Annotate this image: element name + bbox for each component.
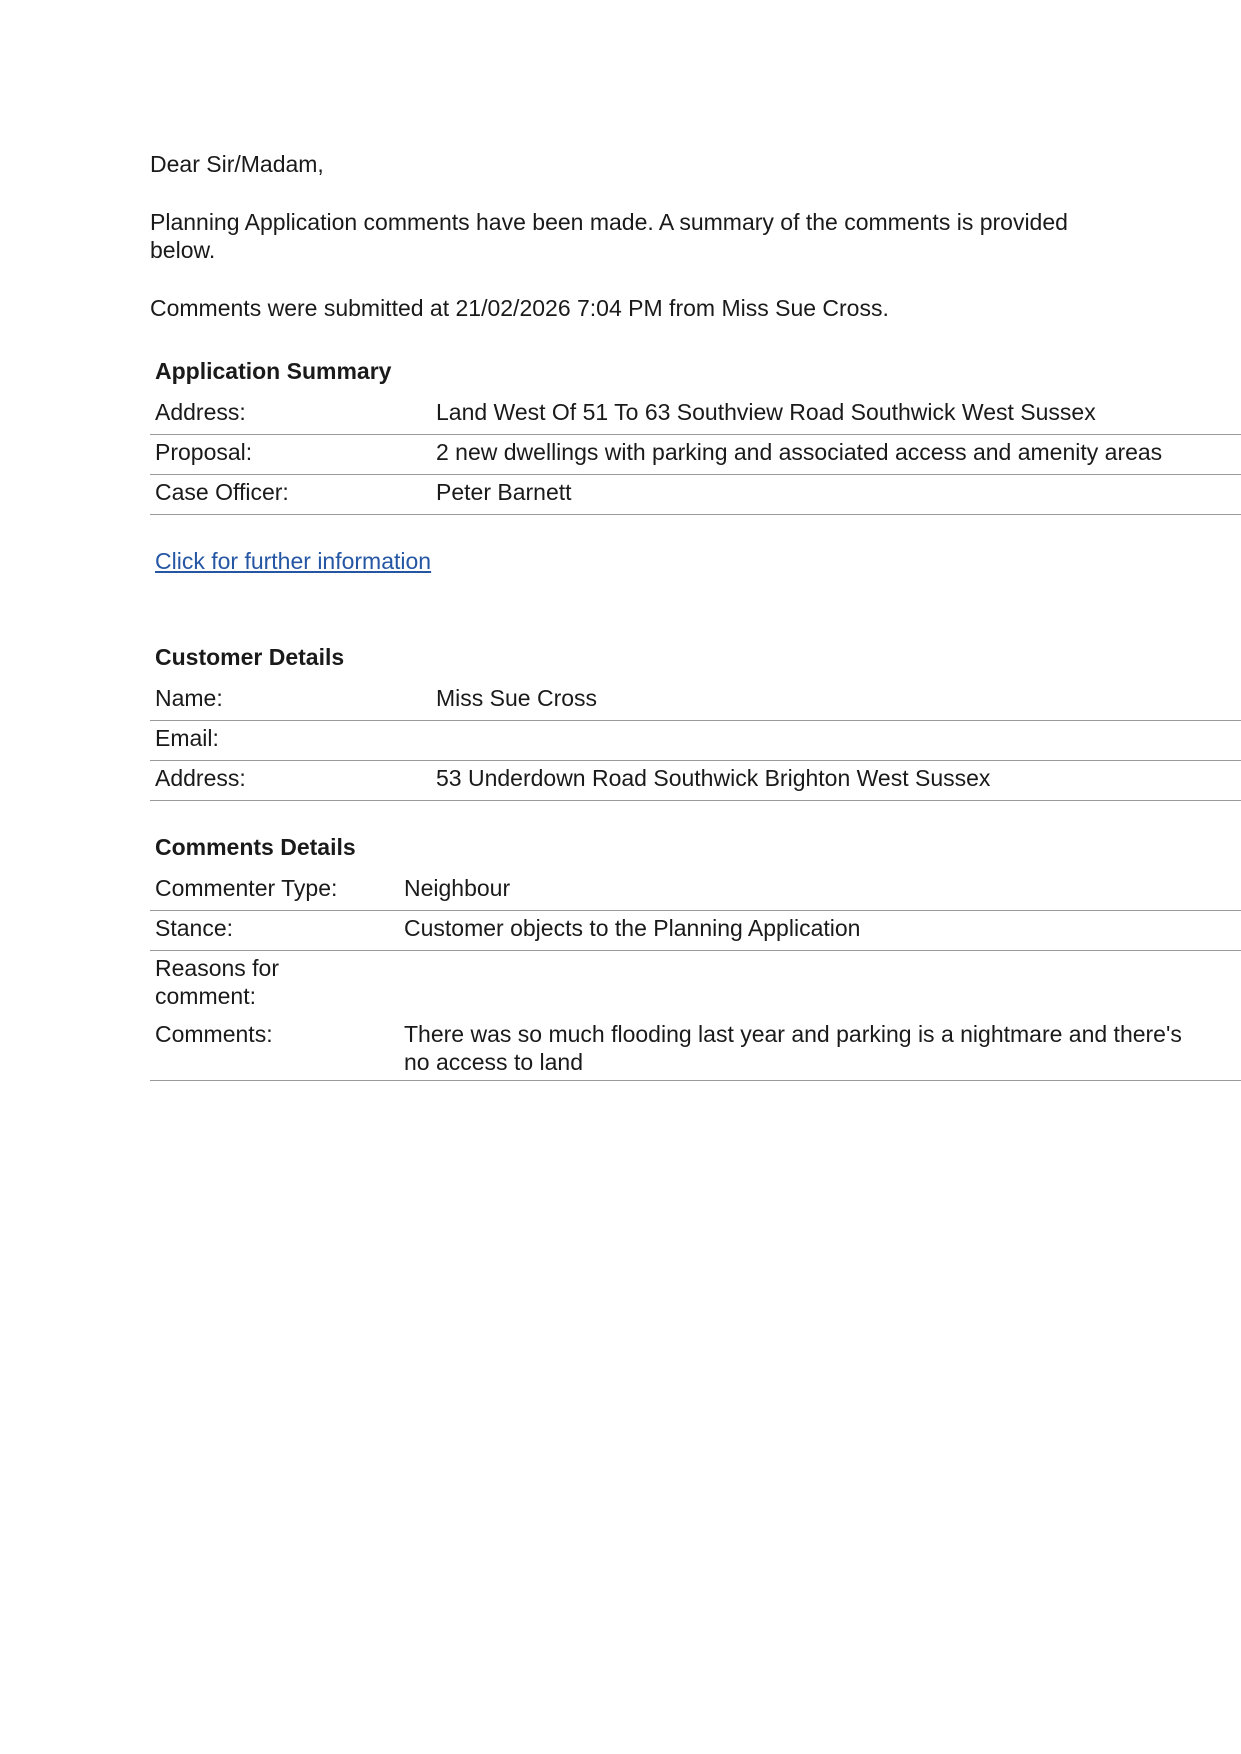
row-label: Stance:	[155, 915, 233, 941]
salutation: Dear Sir/Madam,	[150, 151, 324, 177]
customer-details-title: Customer Details	[155, 644, 345, 670]
submission-notice: Comments were submitted at 21/02/2026 7:04 PM from Miss Sue Cross.	[150, 295, 889, 321]
row-value: Miss Sue Cross	[436, 685, 598, 711]
table-row	[150, 761, 1241, 801]
application-summary-title: Application Summary	[155, 358, 392, 384]
row-label: Case Officer:	[155, 479, 289, 505]
table-row	[150, 721, 1241, 761]
row-value: Customer objects to the Planning Application	[404, 915, 861, 941]
further-information-link[interactable]: Click for further information	[155, 548, 432, 574]
table-row	[150, 911, 1241, 951]
comments-details-table	[150, 871, 1241, 1081]
table-row	[150, 395, 1241, 435]
table-row	[150, 475, 1241, 515]
comments-details-title: Comments Details	[155, 834, 356, 860]
row-label: Reasons for comment:	[155, 955, 280, 1009]
row-value: There was so much flooding last year and parking is a nightmare and there's no access to land	[404, 1021, 1182, 1075]
row-value: 2 new dwellings with parking and associated access and amenity areas	[436, 439, 1163, 465]
table-row	[150, 951, 1241, 1017]
table-row	[150, 681, 1241, 721]
row-value: Land West Of 51 To 63 Southview Road Southwick West Sussex	[436, 399, 1096, 425]
row-value: Peter Barnett	[436, 479, 572, 505]
row-label: Address:	[155, 765, 246, 791]
row-label: Name:	[155, 685, 223, 711]
row-label: Commenter Type:	[155, 875, 338, 901]
row-value: Neighbour	[404, 875, 511, 901]
row-label: Address:	[155, 399, 246, 425]
intro-paragraph: Planning Application comments have been made. A summary of the comments is provided below.	[150, 209, 1068, 263]
table-row	[150, 1017, 1241, 1081]
row-label: Proposal:	[155, 439, 253, 465]
table-row	[150, 871, 1241, 911]
table-row	[150, 435, 1241, 475]
row-value: 53 Underdown Road Southwick Brighton West Sussex	[436, 765, 991, 791]
application-summary-table	[150, 395, 1241, 515]
row-label: Comments:	[155, 1021, 273, 1047]
row-label: Email:	[155, 725, 219, 751]
customer-details-table	[150, 681, 1241, 801]
